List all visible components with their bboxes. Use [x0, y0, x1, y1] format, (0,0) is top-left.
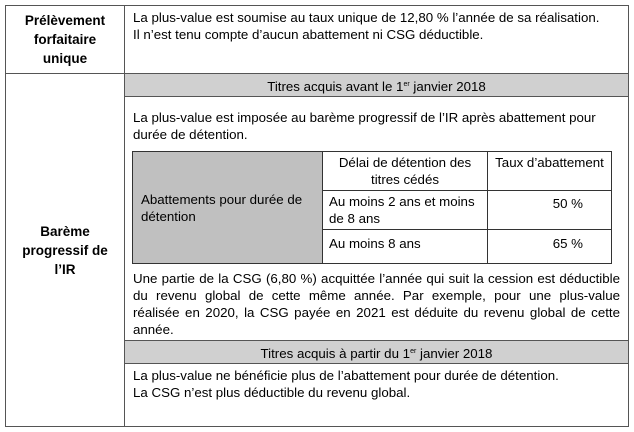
- rate-cell-1: 50 %: [488, 191, 612, 230]
- row-bareme: [6, 74, 629, 427]
- abattement-header-row: [133, 152, 612, 191]
- bareme-label: Barème progressif de l’IR: [6, 74, 125, 427]
- row-pfu: [6, 6, 629, 74]
- band1-text-end: janvier 2018: [409, 79, 486, 94]
- after-line-2: La CSG n’est plus déductible du revenu global.: [133, 385, 411, 400]
- pfu-line-2: Il n’est tenu compte d’aucun abattement ni CSG déductible.: [133, 27, 484, 42]
- delay-cell-1: Au moins 2 ans et moins de 8 ans: [323, 191, 488, 230]
- pfu-label: Prélèvement forfaitaire unique: [6, 6, 125, 74]
- band2-text: Titres acquis à partir du 1: [260, 346, 411, 361]
- pfu-description: [125, 6, 629, 74]
- delay-cell-2: Au moins 8 ans: [323, 230, 488, 264]
- band2-text-end: janvier 2018: [416, 346, 493, 361]
- bareme-description: [125, 74, 629, 427]
- abattement-table: [132, 151, 612, 264]
- csg-paragraph: Une partie de la CSG (6,80 %) acquittée l’année qui suit la cession est déductible du revenu global de cette même année. Par exemple, pour une plus-value réalisée en 2020, la CSG payée en 2021 est déduite du revenu global de cette année.: [133, 271, 620, 337]
- band1-text: Titres acquis avant le 1: [267, 79, 404, 94]
- band1-sup: er: [403, 81, 410, 88]
- bareme-intro: La plus-value est imposée au barème progressif de l’IR après abattement pour durée de détention.: [133, 110, 596, 142]
- col-header-rate: Taux d’abattement: [488, 152, 612, 191]
- band-before-2018: [125, 74, 628, 97]
- band2-sup: er: [410, 348, 417, 355]
- band-after-2018: [125, 340, 628, 364]
- rate-cell-2: 65 %: [488, 230, 612, 264]
- pfu-line-1: La plus-value est soumise au taux unique de 12,80 % l’année de sa réalisation.: [133, 10, 600, 25]
- tax-regime-table: [5, 5, 629, 427]
- col-header-delay: Délai de détention des titres cédés: [323, 152, 488, 191]
- after-line-1: La plus-value ne bénéficie plus de l’abattement pour durée de détention.: [133, 368, 559, 383]
- abattement-row-label: Abattements pour durée de détention: [133, 152, 323, 264]
